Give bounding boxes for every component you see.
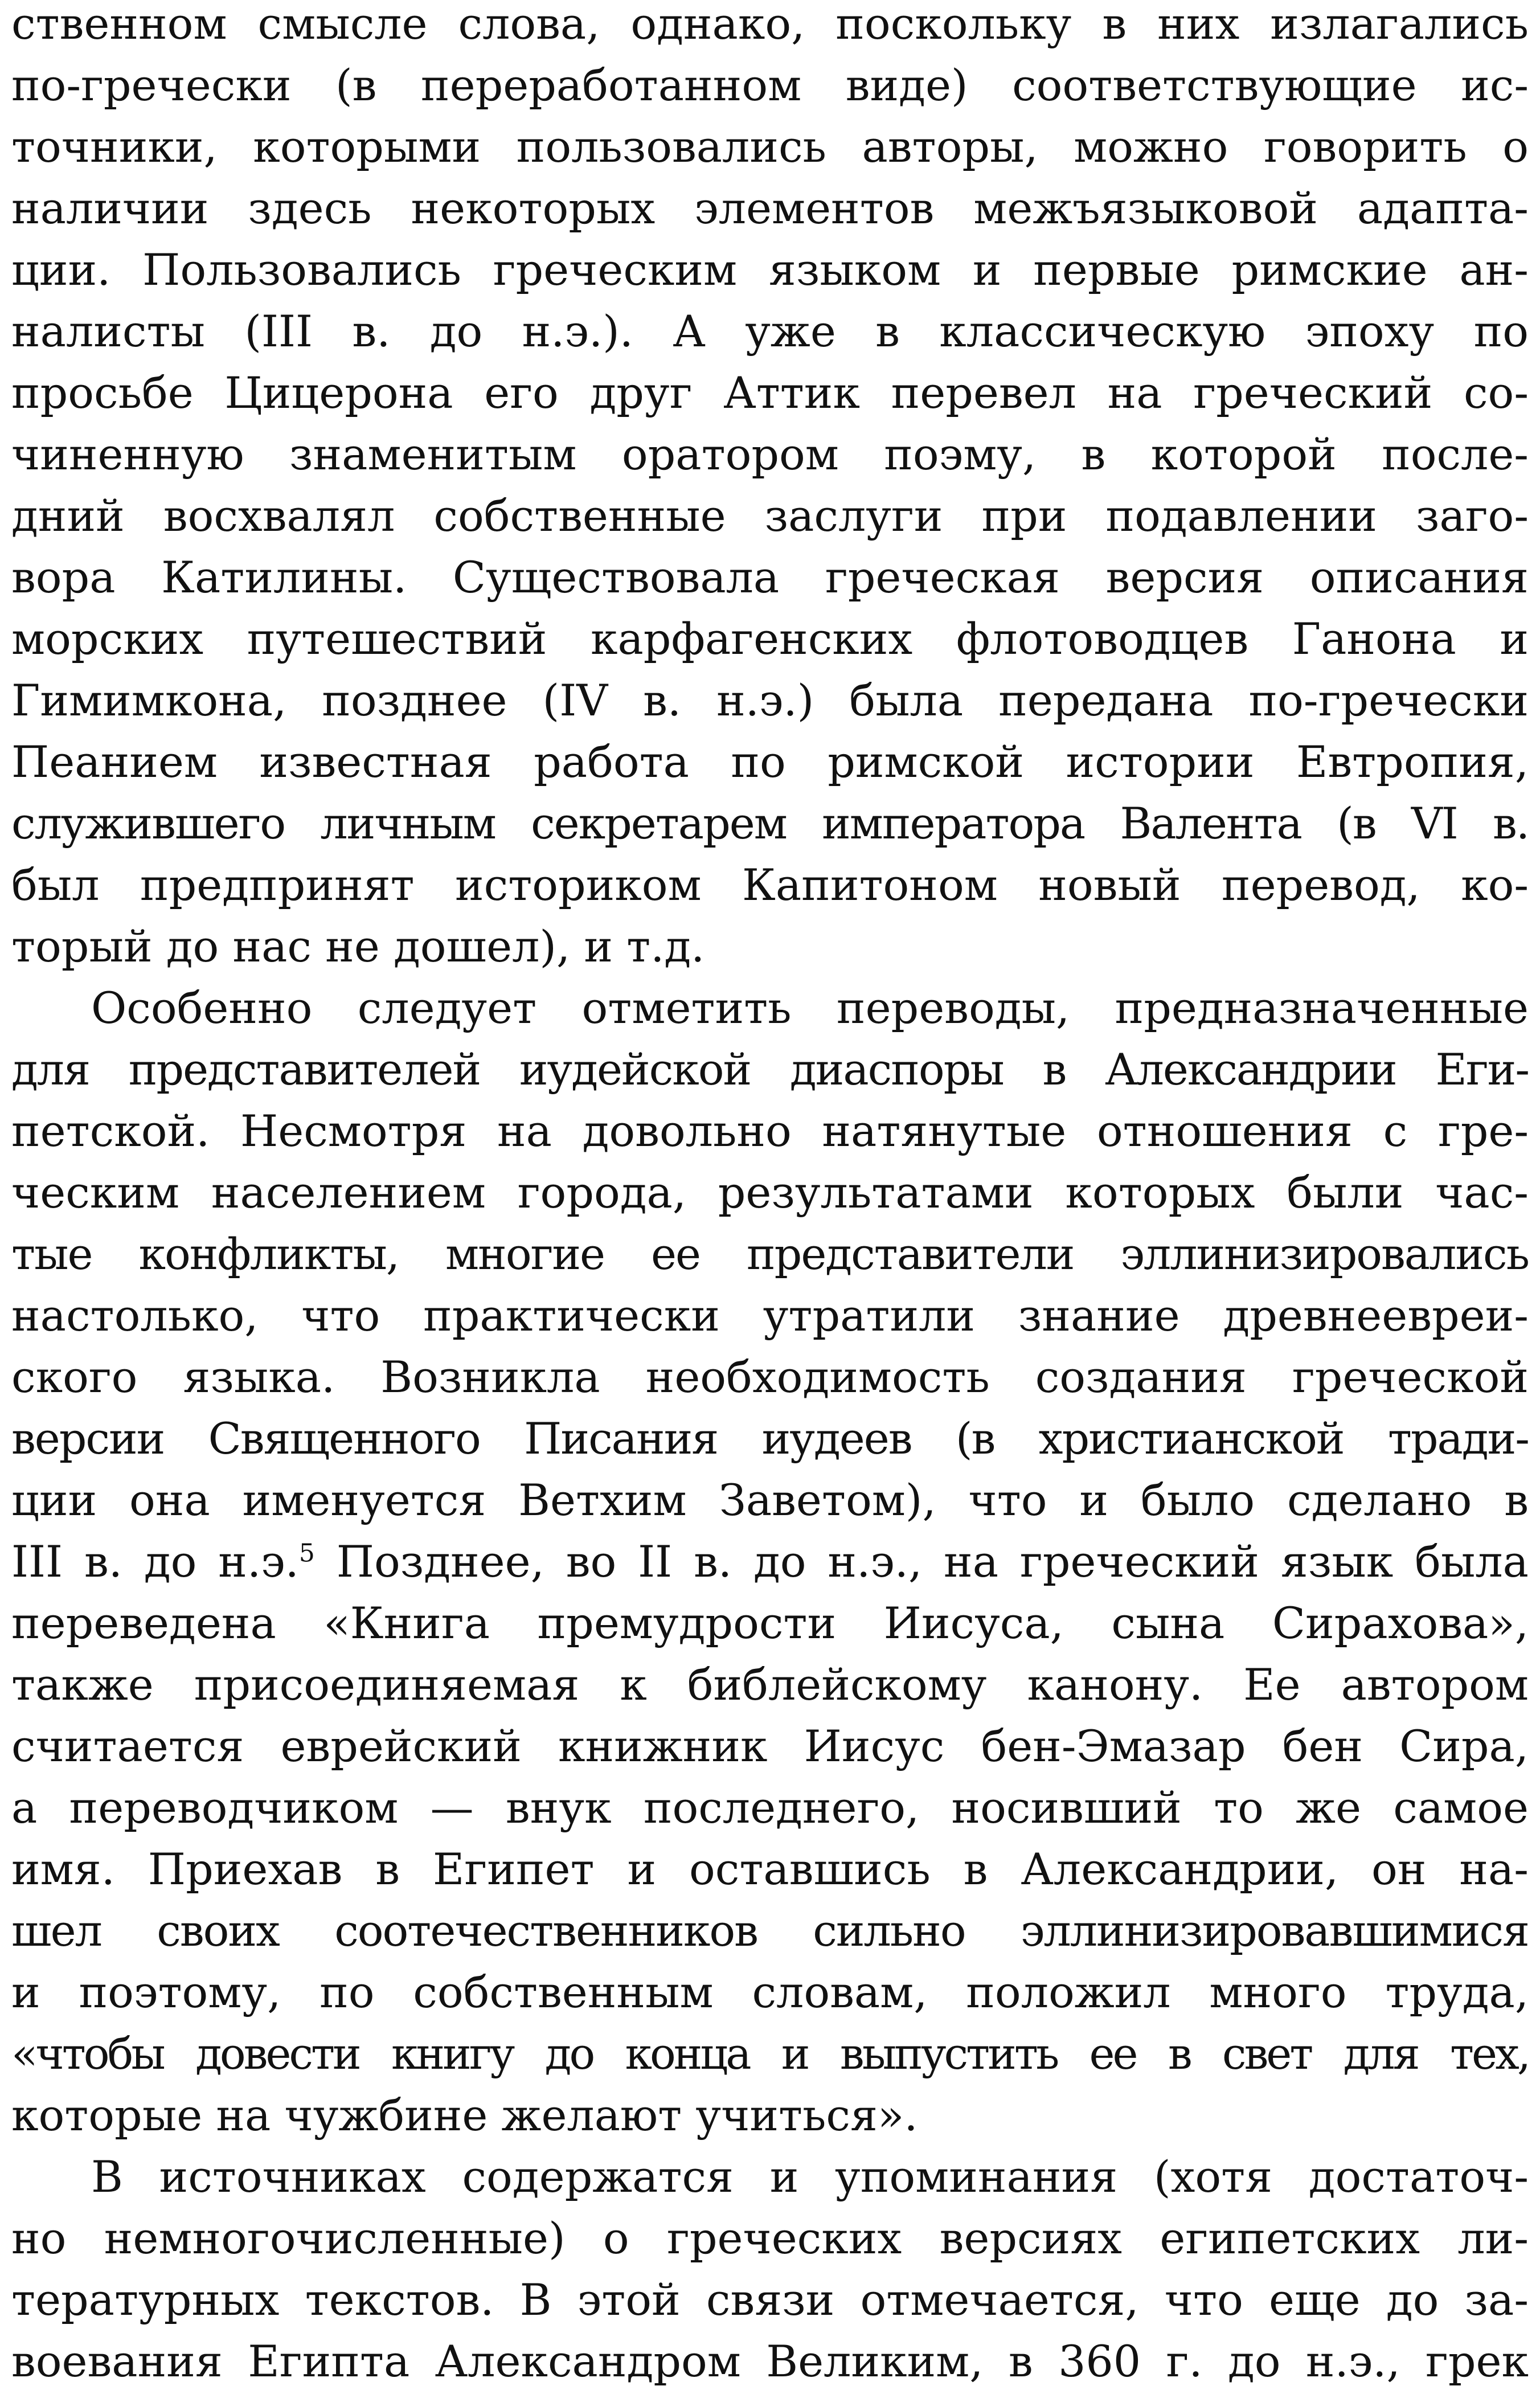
- text-line: ции она именуется Ветхим Заветом), что и было сделано в: [11, 1475, 1529, 1525]
- text-fragment: Позднее, во II в. до н.э., на греческий язык была: [336, 1536, 1529, 1587]
- text-line: служившего личным секретарем императора Валента (в VI в.: [11, 798, 1529, 849]
- text-line: морских путешествий карфагенских флотоводцев Ганона и: [11, 613, 1529, 664]
- text-line: тые конфликты, многие ее представители эллинизировались: [11, 1229, 1529, 1279]
- text-line: чиненную знаменитым оратором поэму, в которой после-: [11, 429, 1529, 480]
- text-line: которые на чужбине желают учиться».: [11, 2090, 918, 2141]
- text-line: по-гречески (в переработанном виде) соответствующие ис-: [11, 60, 1529, 111]
- text-line: налисты (III в. до н.э.). А уже в классическую эпоху по: [11, 306, 1529, 357]
- text-line: считается еврейский книжник Иисус бен-Эмазар бен Сира,: [11, 1721, 1529, 1771]
- text-line: настолько, что практически утратили знание древнеевреи-: [11, 1290, 1529, 1341]
- text-line: В источниках содержатся и упоминания (хотя достаточ-: [91, 2151, 1529, 2202]
- text-line: вора Катилины. Существовала греческая версия описания: [11, 552, 1529, 603]
- text-line-with-footnote: [11, 1533, 1529, 1590]
- text-line: ского языка. Возникла необходимость создания греческой: [11, 1352, 1529, 1402]
- text-line: ции. Пользовались греческим языком и первые римские ан-: [11, 244, 1529, 295]
- text-line: «чтобы довести книгу до конца и выпустить ее в свет для тех,: [11, 2028, 1529, 2079]
- text-line: шел своих соотечественников сильно эллинизировавшимися: [11, 1905, 1529, 1956]
- text-line: Пеанием известная работа по римской истории Евтропия,: [11, 736, 1529, 787]
- text-line: просьбе Цицерона его друг Аттик перевел на греческий со-: [11, 367, 1529, 418]
- text-line: и поэтому, по собственным словам, положил много труда,: [11, 1967, 1529, 2017]
- text-line: наличии здесь некоторых элементов межъязыковой адапта-: [11, 183, 1529, 234]
- text-line: Особенно следует отметить переводы, предназначенные: [91, 983, 1529, 1033]
- text-fragment: III в. до н.э.: [11, 1536, 299, 1587]
- text-line: воевания Египта Александром Великим, в 360 г. до н.э., грек: [11, 2336, 1529, 2387]
- text-line: петской. Несмотря на довольно натянутые отношения с гре-: [11, 1106, 1529, 1156]
- text-line: ственном смысле слова, однако, поскольку в них излагались: [11, 0, 1529, 49]
- text-line: торый до нас не дошел), и т.д.: [11, 921, 705, 972]
- text-line: также присоединяемая к библейскому канону. Ее автором: [11, 1659, 1529, 1710]
- footnote-marker: 5: [298, 1538, 315, 1568]
- text-line: но немногочисленные) о греческих версиях египетских ли-: [11, 2213, 1529, 2264]
- text-line: версии Священного Писания иудеев (в христианской тради-: [11, 1413, 1529, 1464]
- text-line: дний восхвалял собственные заслуги при подавлении заго-: [11, 490, 1529, 541]
- text-line: имя. Приехав в Египет и оставшись в Александрии, он на-: [11, 1844, 1529, 1894]
- text-line: для представителей иудейской диаспоры в Александрии Еги-: [11, 1044, 1529, 1095]
- text-line: тературных текстов. В этой связи отмечается, что еще до за-: [11, 2274, 1529, 2325]
- document-page: [11, 0, 1529, 2387]
- text-line: переведена «Книга премудрости Иисуса, сына Сирахова»,: [11, 1598, 1529, 1648]
- text-line: ческим населением города, результатами которых были час-: [11, 1167, 1529, 1218]
- text-line: Гимимкона, позднее (IV в. н.э.) была передана по-гречески: [11, 675, 1529, 726]
- text-line: точники, которыми пользовались авторы, можно говорить о: [11, 121, 1529, 172]
- text-line: а переводчиком — внук последнего, носивший то же самое: [11, 1782, 1529, 1833]
- text-line: был предпринят историком Капитоном новый перевод, ко-: [11, 860, 1529, 910]
